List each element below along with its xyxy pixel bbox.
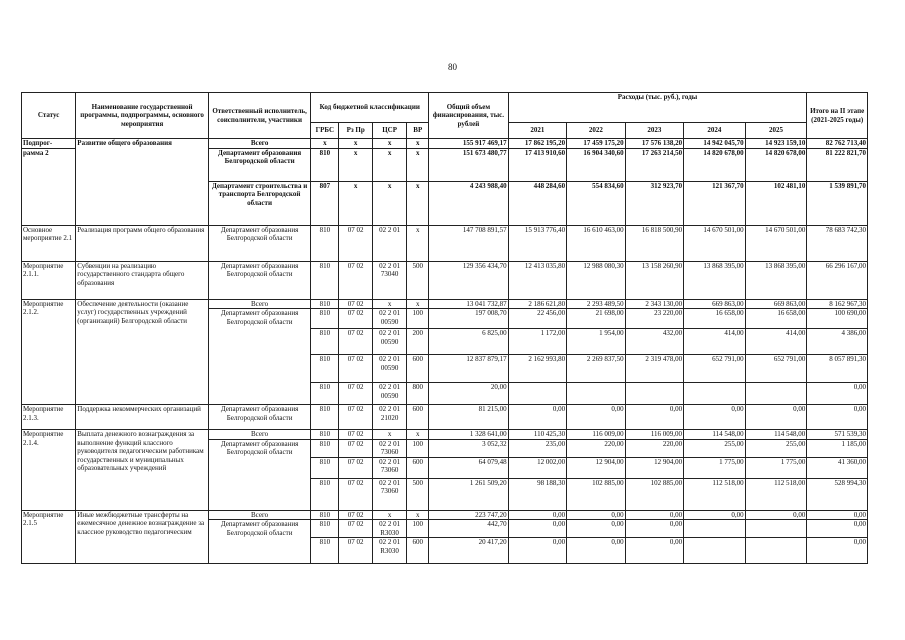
cell-2024: 13 868 395,00 xyxy=(684,261,746,299)
cell-2025: 112 518,00 xyxy=(745,478,807,510)
cell-csr: 02 2 01 R3030 xyxy=(372,520,406,538)
cell-csr: х xyxy=(372,299,406,309)
cell-grbs: 810 xyxy=(311,538,339,564)
cell-2021: 2 162 993,80 xyxy=(508,355,566,383)
header-total: Общий объем финансирования, тыс. рублей xyxy=(429,93,508,139)
cell-2025: 1 775,00 xyxy=(745,457,807,478)
cell-responsible: Всего xyxy=(208,430,310,440)
cell-name: Иные межбюджетные трансферты на ежемесячное денежное вознаграждение за классное руководство педагогическим xyxy=(76,510,209,564)
cell-stage-total: 82 762 713,40 xyxy=(807,139,868,149)
cell-responsible: Всего xyxy=(208,299,310,309)
table-row xyxy=(22,430,868,440)
cell-csr: 02 2 01 73040 xyxy=(372,261,406,299)
cell-total: 64 079,48 xyxy=(429,457,508,478)
cell-rz: 07 02 xyxy=(339,439,372,457)
cell-vr: 100 xyxy=(407,309,429,329)
cell-2024: 414,00 xyxy=(684,329,746,355)
cell-grbs: 810 xyxy=(311,457,339,478)
cell-stage-total: 4 386,00 xyxy=(807,329,868,355)
cell-2024: 114 548,00 xyxy=(684,430,746,440)
header-csr: ЦСР xyxy=(372,123,406,139)
cell-2021: 0,00 xyxy=(508,538,566,564)
cell-2024: 14 820 678,00 xyxy=(684,148,746,181)
cell-2022: 1 954,00 xyxy=(567,329,625,355)
cell-responsible: Департамент строительства и транспорта Белгородской области xyxy=(208,181,310,225)
cell-grbs: 810 xyxy=(311,430,339,440)
cell-2022: 2 269 837,50 xyxy=(567,355,625,383)
cell-total: 13 041 732,87 xyxy=(429,299,508,309)
cell-responsible: Департамент образования Белгородской области xyxy=(208,309,310,405)
cell-2023: 2 343 130,00 xyxy=(625,299,683,309)
cell-total: 6 825,00 xyxy=(429,329,508,355)
cell-vr: 600 xyxy=(407,538,429,564)
cell-total: 4 243 988,40 xyxy=(429,181,508,225)
header-budget-code: Код бюджетной классификации xyxy=(311,93,429,123)
cell-2025: 13 868 395,00 xyxy=(745,261,807,299)
cell-rz: 07 02 xyxy=(339,355,372,383)
header-stage-total: Итого на II этапе (2021-2025 годы) xyxy=(807,93,868,139)
header-rz-pr: Рз Пр xyxy=(339,123,372,139)
cell-rz: 07 02 xyxy=(339,309,372,329)
cell-2022: 102 885,00 xyxy=(567,478,625,510)
cell-total: 1 328 641,00 xyxy=(429,430,508,440)
cell-2024: 652 791,00 xyxy=(684,355,746,383)
cell-stage-total: 0,00 xyxy=(807,538,868,564)
cell-total: 223 747,20 xyxy=(429,510,508,520)
cell-total: 155 917 469,17 xyxy=(429,139,508,149)
cell-status: Основное мероприятие 2.1 xyxy=(22,225,76,261)
cell-csr: 02 2 01 R3030 xyxy=(372,538,406,564)
cell-2021: 0,00 xyxy=(508,510,566,520)
page-number: 80 xyxy=(448,62,457,72)
budget-table xyxy=(21,92,868,564)
cell-2025: 414,00 xyxy=(745,329,807,355)
cell-2022: 16 904 340,60 xyxy=(567,148,625,181)
cell-stage-total: 41 360,00 xyxy=(807,457,868,478)
cell-grbs: 810 xyxy=(311,355,339,383)
cell-stage-total: 8 162 967,30 xyxy=(807,299,868,309)
cell-name: Поддержка некоммерческих организаций xyxy=(76,405,209,430)
cell-2025: 14 820 678,00 xyxy=(745,148,807,181)
cell-name: Выплата денежного вознаграждения за выполнение функций классного руководителя педагогическим работникам государственных и муниципальных образовательных учреждений xyxy=(76,430,209,511)
cell-rz: 07 02 xyxy=(339,225,372,261)
cell-2025: 114 548,00 xyxy=(745,430,807,440)
cell-csr: х xyxy=(372,181,406,225)
cell-2022: 21 698,00 xyxy=(567,309,625,329)
header-status: Статус xyxy=(22,93,76,139)
cell-2025: 102 481,10 xyxy=(745,181,807,225)
cell-2025: 0,00 xyxy=(745,405,807,430)
cell-2023: 12 904,00 xyxy=(625,457,683,478)
cell-2023: 116 009,00 xyxy=(625,430,683,440)
cell-2021: 235,00 xyxy=(508,439,566,457)
cell-vr: х xyxy=(407,139,429,149)
cell-2023: 0,00 xyxy=(625,520,683,538)
cell-vr: 600 xyxy=(407,457,429,478)
cell-name: Обеспечение деятельности (оказание услуг) государственных учреждений (организаций) Белгородской области xyxy=(76,299,209,405)
cell-csr: 02 2 01 00590 xyxy=(372,355,406,383)
cell-status: Мероприятие 2.1.4. xyxy=(22,430,76,511)
cell-csr: 02 2 01 00590 xyxy=(372,309,406,329)
cell-name: Реализация программ общего образования xyxy=(76,225,209,261)
cell-grbs: 810 xyxy=(311,520,339,538)
cell-total: 147 708 891,57 xyxy=(429,225,508,261)
cell-rz: х xyxy=(339,181,372,225)
cell-grbs: 810 xyxy=(311,405,339,430)
cell-2021: 12 413 035,80 xyxy=(508,261,566,299)
cell-2022: 116 009,00 xyxy=(567,430,625,440)
cell-grbs: 810 xyxy=(311,478,339,510)
cell-responsible: Департамент образования Белгородской области xyxy=(208,405,310,430)
cell-total: 1 261 509,20 xyxy=(429,478,508,510)
table-row xyxy=(22,225,868,261)
cell-responsible: Департамент образования Белгородской области xyxy=(208,261,310,299)
cell-total: 151 673 480,77 xyxy=(429,148,508,181)
cell-rz: 07 02 xyxy=(339,478,372,510)
cell-2023: 0,00 xyxy=(625,405,683,430)
cell-csr: 02 2 01 00590 xyxy=(372,383,406,405)
cell-2021: 448 284,60 xyxy=(508,181,566,225)
cell-2025: 14 923 159,10 xyxy=(745,139,807,149)
cell-2025: 16 658,00 xyxy=(745,309,807,329)
cell-2025 xyxy=(745,538,807,564)
cell-2023: 220,00 xyxy=(625,439,683,457)
cell-rz: 07 02 xyxy=(339,405,372,430)
cell-rz: 07 02 xyxy=(339,261,372,299)
cell-responsible: Департамент образования Белгородской области xyxy=(208,439,310,510)
cell-2022: 0,00 xyxy=(567,405,625,430)
cell-grbs: х xyxy=(311,139,339,149)
cell-grbs: 807 xyxy=(311,181,339,225)
cell-grbs: 810 xyxy=(311,329,339,355)
cell-vr: х xyxy=(407,299,429,309)
cell-stage-total: 0,00 xyxy=(807,520,868,538)
cell-2023: 2 319 478,00 xyxy=(625,355,683,383)
cell-2021: 12 002,00 xyxy=(508,457,566,478)
cell-2021: 98 188,30 xyxy=(508,478,566,510)
cell-2025: 0,00 xyxy=(745,510,807,520)
cell-total: 20,00 xyxy=(429,383,508,405)
cell-2024: 112 518,00 xyxy=(684,478,746,510)
cell-2023: 17 576 138,20 xyxy=(625,139,683,149)
cell-2024: 669 863,00 xyxy=(684,299,746,309)
cell-2021: 0,00 xyxy=(508,405,566,430)
cell-rz: 07 02 xyxy=(339,538,372,564)
cell-vr: 100 xyxy=(407,439,429,457)
cell-rz: 07 02 xyxy=(339,520,372,538)
cell-stage-total: 571 539,30 xyxy=(807,430,868,440)
cell-grbs: 810 xyxy=(311,510,339,520)
cell-2024: 0,00 xyxy=(684,510,746,520)
cell-total: 20 417,20 xyxy=(429,538,508,564)
cell-rz: 07 02 xyxy=(339,329,372,355)
cell-status: Мероприятие 2.1.2. xyxy=(22,299,76,405)
cell-vr: 600 xyxy=(407,355,429,383)
cell-grbs: 810 xyxy=(311,148,339,181)
cell-2025: 652 791,00 xyxy=(745,355,807,383)
cell-2023: 17 263 214,50 xyxy=(625,148,683,181)
cell-csr: 02 2 01 73060 xyxy=(372,478,406,510)
cell-2023: 0,00 xyxy=(625,510,683,520)
cell-total: 197 008,70 xyxy=(429,309,508,329)
cell-2023: 312 923,70 xyxy=(625,181,683,225)
header-responsible: Ответственный исполнитель, соисполнители, участники xyxy=(208,93,310,139)
cell-stage-total: 0,00 xyxy=(807,383,868,405)
cell-2024 xyxy=(684,520,746,538)
cell-2022: 0,00 xyxy=(567,520,625,538)
header-expenses: Расходы (тыс. руб.), годы xyxy=(508,93,807,123)
cell-csr: х xyxy=(372,139,406,149)
cell-2022: 16 610 463,00 xyxy=(567,225,625,261)
cell-total: 442,70 xyxy=(429,520,508,538)
cell-stage-total: 66 296 167,00 xyxy=(807,261,868,299)
cell-2025: 669 863,00 xyxy=(745,299,807,309)
cell-stage-total: 81 222 821,70 xyxy=(807,148,868,181)
cell-stage-total: 0,00 xyxy=(807,405,868,430)
cell-2023 xyxy=(625,383,683,405)
cell-rz: 07 02 xyxy=(339,299,372,309)
cell-2023: 16 818 500,90 xyxy=(625,225,683,261)
cell-2022: 0,00 xyxy=(567,510,625,520)
cell-status: Мероприятие 2.1.3. xyxy=(22,405,76,430)
cell-stage-total: 1 185,00 xyxy=(807,439,868,457)
cell-vr: х xyxy=(407,225,429,261)
cell-csr: 02 2 01 73060 xyxy=(372,439,406,457)
cell-2022: 2 293 489,50 xyxy=(567,299,625,309)
cell-2021: 22 456,00 xyxy=(508,309,566,329)
cell-stage-total: 100 690,00 xyxy=(807,309,868,329)
cell-2024: 14 942 045,70 xyxy=(684,139,746,149)
cell-responsible: Всего xyxy=(208,139,310,149)
cell-total: 81 215,00 xyxy=(429,405,508,430)
cell-status: Подпрог- xyxy=(22,139,76,149)
cell-grbs: 810 xyxy=(311,439,339,457)
cell-rz: х xyxy=(339,148,372,181)
cell-2022 xyxy=(567,383,625,405)
header-year-2025: 2025 xyxy=(745,123,807,139)
cell-responsible: Департамент образования Белгородской области xyxy=(208,225,310,261)
cell-rz: 07 02 xyxy=(339,457,372,478)
cell-csr: 02 2 01 xyxy=(372,225,406,261)
cell-2021: 2 186 621,80 xyxy=(508,299,566,309)
header-year-2024: 2024 xyxy=(684,123,746,139)
cell-vr: х xyxy=(407,430,429,440)
cell-2023: 23 220,00 xyxy=(625,309,683,329)
cell-2025: 14 670 501,00 xyxy=(745,225,807,261)
header-name: Наименование государственной программы, подпрограммы, основного мероприятия xyxy=(76,93,209,139)
cell-status: Мероприятие 2.1.1. xyxy=(22,261,76,299)
cell-grbs: 810 xyxy=(311,309,339,329)
cell-grbs: 810 xyxy=(311,383,339,405)
cell-vr: х xyxy=(407,181,429,225)
cell-2021: 17 413 910,60 xyxy=(508,148,566,181)
cell-2021 xyxy=(508,383,566,405)
table-row xyxy=(22,139,868,149)
header-vr: ВР xyxy=(407,123,429,139)
cell-vr: 200 xyxy=(407,329,429,355)
cell-2024: 14 670 501,00 xyxy=(684,225,746,261)
cell-responsible: Департамент образования Белгородской области xyxy=(208,148,310,181)
cell-rz: 07 02 xyxy=(339,510,372,520)
cell-stage-total: 78 683 742,30 xyxy=(807,225,868,261)
cell-responsible: Департамент образования Белгородской области xyxy=(208,520,310,564)
cell-vr: 800 xyxy=(407,383,429,405)
cell-grbs: 810 xyxy=(311,299,339,309)
cell-total: 129 356 434,70 xyxy=(429,261,508,299)
cell-2025 xyxy=(745,383,807,405)
cell-total: 12 837 879,17 xyxy=(429,355,508,383)
cell-2022: 220,00 xyxy=(567,439,625,457)
cell-2024: 0,00 xyxy=(684,405,746,430)
cell-2022: 554 834,60 xyxy=(567,181,625,225)
cell-2025 xyxy=(745,520,807,538)
cell-csr: х xyxy=(372,430,406,440)
cell-csr: х xyxy=(372,148,406,181)
table-row xyxy=(22,510,868,520)
header-grbs: ГРБС xyxy=(311,123,339,139)
cell-2023: 432,00 xyxy=(625,329,683,355)
cell-vr: 100 xyxy=(407,520,429,538)
cell-vr: х xyxy=(407,510,429,520)
cell-2022: 12 904,00 xyxy=(567,457,625,478)
cell-vr: 600 xyxy=(407,405,429,430)
cell-vr: 500 xyxy=(407,478,429,510)
header-year-2023: 2023 xyxy=(625,123,683,139)
cell-2022: 0,00 xyxy=(567,538,625,564)
table-row xyxy=(22,261,868,299)
cell-2023: 0,00 xyxy=(625,538,683,564)
cell-grbs: 810 xyxy=(311,225,339,261)
cell-csr: 02 2 01 21020 xyxy=(372,405,406,430)
cell-vr: 500 xyxy=(407,261,429,299)
cell-status: Мероприятие 2.1.5 xyxy=(22,510,76,564)
cell-2024 xyxy=(684,538,746,564)
cell-name: Субвенции на реализацию государственного стандарта общего образования xyxy=(76,261,209,299)
cell-2024: 16 658,00 xyxy=(684,309,746,329)
cell-2025: 255,00 xyxy=(745,439,807,457)
cell-2022: 17 459 175,20 xyxy=(567,139,625,149)
cell-2021: 1 172,00 xyxy=(508,329,566,355)
cell-status: рамма 2 xyxy=(22,148,76,225)
cell-csr: 02 2 01 00590 xyxy=(372,329,406,355)
cell-2022: 12 988 080,30 xyxy=(567,261,625,299)
table-row xyxy=(22,299,868,309)
cell-responsible: Всего xyxy=(208,510,310,520)
header-year-2022: 2022 xyxy=(567,123,625,139)
cell-2023: 102 885,00 xyxy=(625,478,683,510)
cell-rz: 07 02 xyxy=(339,383,372,405)
cell-2024: 1 775,00 xyxy=(684,457,746,478)
cell-csr: х xyxy=(372,510,406,520)
table-row xyxy=(22,405,868,430)
cell-2024 xyxy=(684,383,746,405)
cell-2023: 13 158 260,90 xyxy=(625,261,683,299)
cell-2021: 0,00 xyxy=(508,520,566,538)
cell-total: 3 052,32 xyxy=(429,439,508,457)
cell-stage-total: 8 057 891,30 xyxy=(807,355,868,383)
cell-vr: х xyxy=(407,148,429,181)
cell-csr: 02 2 01 73060 xyxy=(372,457,406,478)
cell-stage-total: 1 539 891,70 xyxy=(807,181,868,225)
header-year-2021: 2021 xyxy=(508,123,566,139)
cell-stage-total: 528 994,30 xyxy=(807,478,868,510)
cell-name: Развитие общего образования xyxy=(76,139,209,226)
cell-2021: 110 425,30 xyxy=(508,430,566,440)
cell-2024: 121 367,70 xyxy=(684,181,746,225)
cell-grbs: 810 xyxy=(311,261,339,299)
cell-2024: 255,00 xyxy=(684,439,746,457)
cell-2021: 17 862 195,20 xyxy=(508,139,566,149)
cell-rz: х xyxy=(339,139,372,149)
cell-rz: 07 02 xyxy=(339,430,372,440)
cell-2021: 15 913 776,40 xyxy=(508,225,566,261)
cell-stage-total: 0,00 xyxy=(807,510,868,520)
